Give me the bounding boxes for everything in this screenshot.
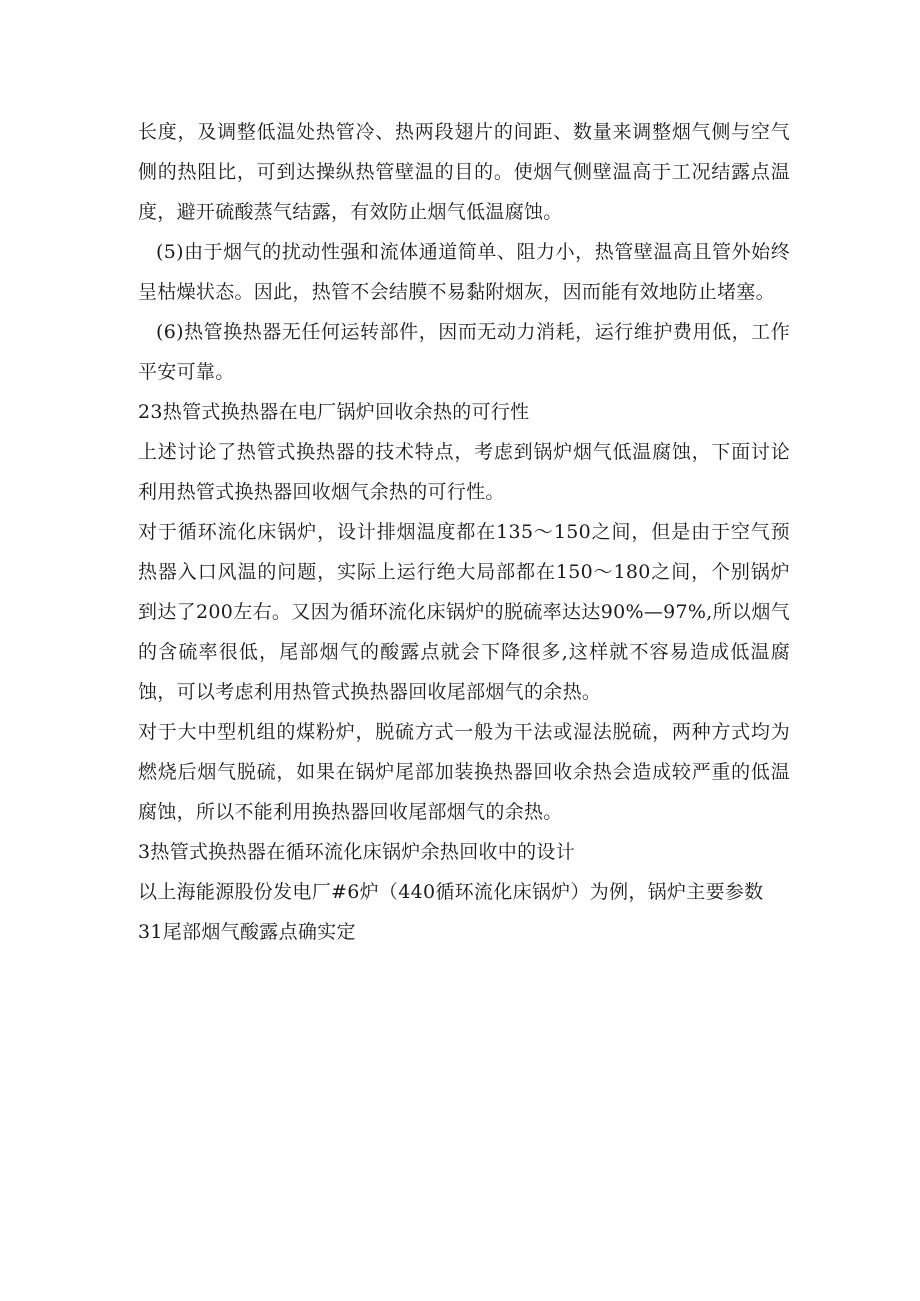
paragraph-example-boiler: 以上海能源股份发电厂#6炉（440循环流化床锅炉）为例，锅炉主要参数 [138,881,764,903]
section-heading-2-3: 23热管式换热器在电厂锅炉回收余热的可行性 [138,401,530,423]
section-heading-3: 3热管式换热器在循环流化床锅炉余热回收中的设计 [138,841,575,863]
paragraph-feasibility-intro: 上述讨论了热管式换热器的技术特点，考虑到锅炉烟气低温腐蚀，下面讨论利用热管式换热器回收烟气余热的可行性。 [138,441,790,503]
paragraph-item-5: (5)由于烟气的扰动性强和流体通道简单、阻力小，热管壁温高且管外始终呈枯燥状态。因此，热管不会结膜不易黏附烟灰，因而能有效地防止堵塞。 [138,241,790,303]
paragraph-cfb-boiler: 对于循环流化床锅炉，设计排烟温度都在135～150之间，但是由于空气预热器入口风温的问题，实际上运行绝大局部都在150～180之间，个别锅炉到达了200左右。又因为循环流化床锅炉的脱硫率达达90%—97%,所以烟气的含硫率很低，尾部烟气的酸露点就会下降很多,这样就不容易造成低温腐蚀，可以考虑利用热管式换热器回收尾部烟气的余热。 [138,521,790,703]
paragraph-pulverized-coal-boiler: 对于大中型机组的煤粉炉，脱硫方式一般为干法或湿法脱硫，两种方式均为燃烧后烟气脱硫，如果在锅炉尾部加装换热器回收余热会造成较严重的低温腐蚀，所以不能利用换热器回收尾部烟气的余热。 [138,721,790,823]
paragraph-item-6: (6)热管换热器无任何运转部件，因而无动力消耗，运行维护费用低，工作平安可靠。 [138,321,790,383]
paragraph-heat-pipe-wall-temperature: 长度，及调整低温处热管冷、热两段翅片的间距、数量来调整烟气侧与空气侧的热阻比，可到达操纵热管壁温的目的。使烟气侧壁温高于工况结露点温度，避开硫酸蒸气结露，有效防止烟气低温腐蚀。 [138,121,790,223]
section-heading-3-1: 31尾部烟气酸露点确实定 [138,921,356,943]
document-body [138,112,790,952]
